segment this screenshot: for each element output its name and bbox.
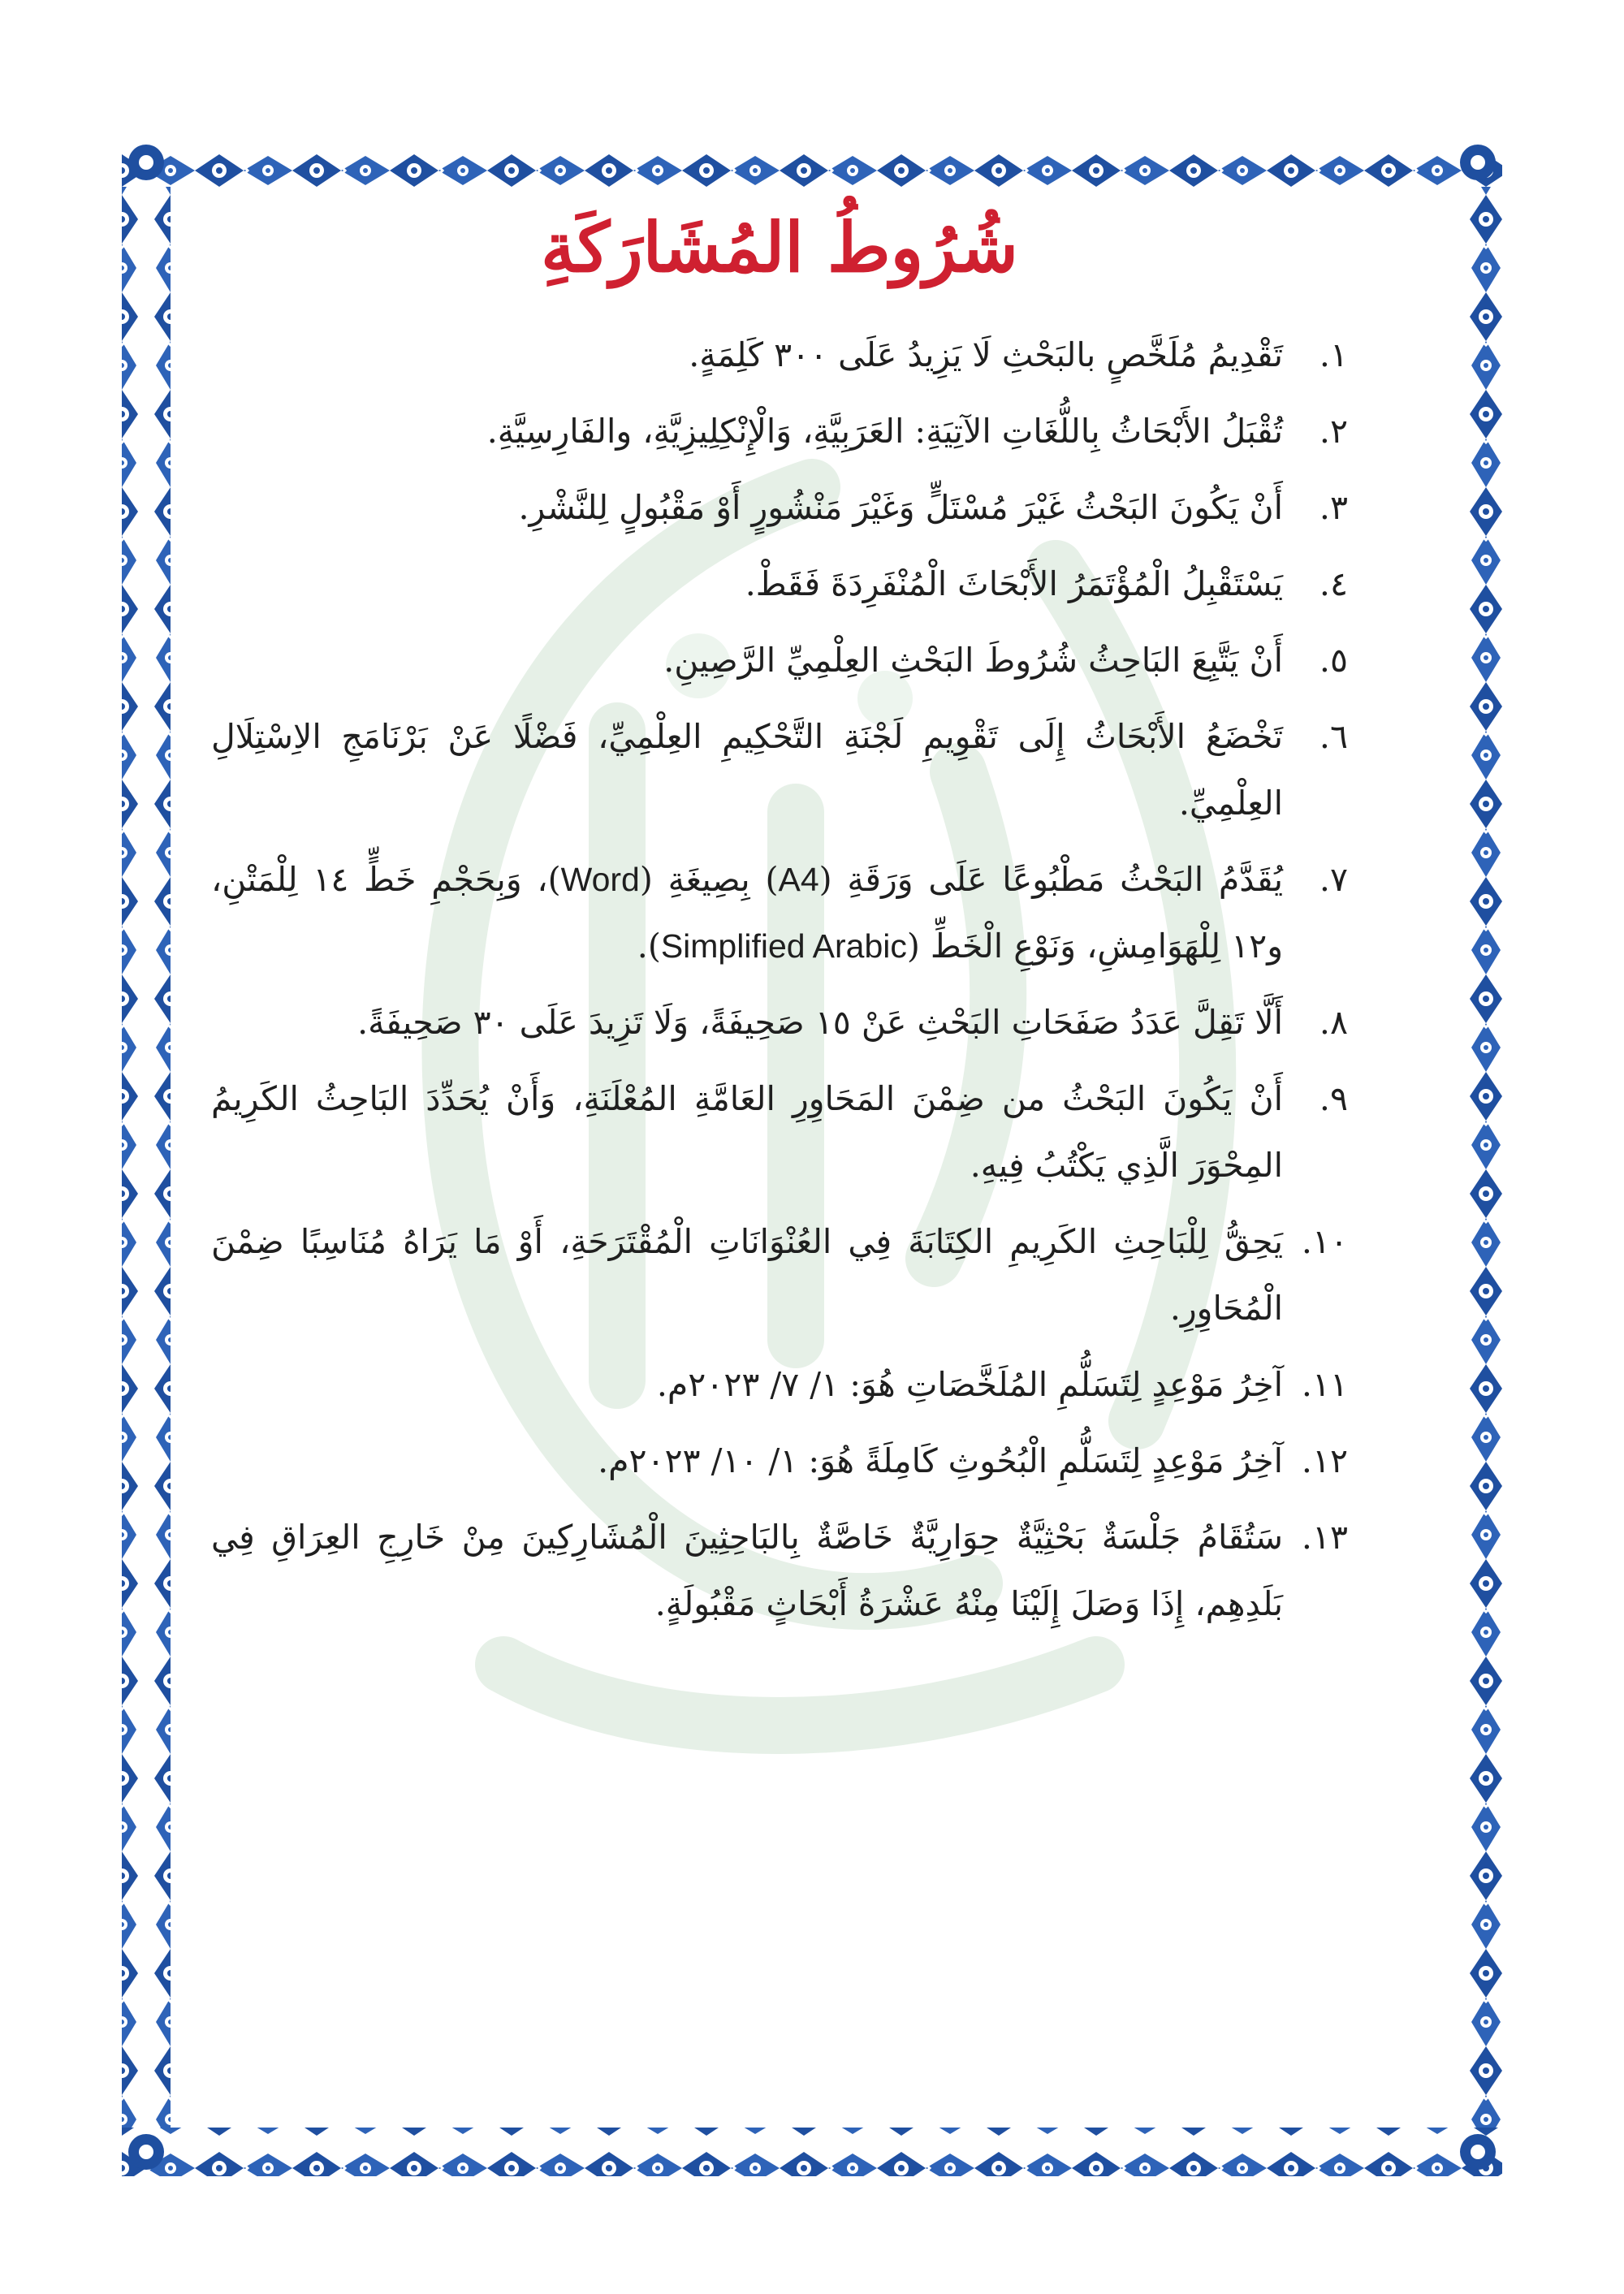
item-number: ٢. (1319, 412, 1348, 451)
conditions-list (211, 322, 1348, 1637)
condition-item-1 (211, 322, 1348, 388)
item-text-part: )، وَبِحَجْمِ خَطٍّ ١٤ لِلْمَتْنِ، و١٢ لِلْهَوَامِشِ، وَنَوْعِ الْخَطِّ ( (211, 860, 1283, 966)
condition-item-12 (211, 1428, 1348, 1494)
condition-item-8 (211, 989, 1348, 1056)
condition-item-11 (211, 1351, 1348, 1418)
item-text: أَنْ يَكُونَ البَحْثُ غَيْرَ مُسْتَلٍّ وَغَيْرَ مَنْشُورٍ أَوْ مَقْبُولٍ لِلنَّشْرِ. (518, 488, 1283, 527)
item-text: أَلَّا تَقِلَّ عَدَدُ صَفَحَاتِ البَحْثِ عَنْ ١٥ صَحِيفَةً، وَلَا تَزِيدَ عَلَى ٣٠ صَحِيفَةً. (357, 1003, 1283, 1042)
item-text: آخِرُ مَوْعِدٍ لِتَسَلُّمِ الْبُحُوثِ كَامِلَةً هُوَ: ١/ ١٠/ ٢٠٢٣م. (598, 1441, 1283, 1480)
item-text: تَخْضَعُ الأَبْحَاثُ إِلَى تَقْوِيمِ لَجْنَةِ التَّحْكِيمِ العِلْمِيِّ، فَضْلًا عَنْ بَرْنَامَجِ الاِسْتِلَالِ العِلْمِيِّ. (211, 717, 1283, 823)
file-format: Word (560, 861, 640, 898)
item-number: ١١. (1301, 1365, 1348, 1404)
item-text: سَتُقَامُ جَلْسَةٌ بَحْثِيَّةٌ حِوَارِيَّةٌ خَاصَّةٌ بِالبَاحِثِينَ الْمُشَارِكِينَ مِنْ خَارِجِ العِرَاقِ فِي بَلَدِهِم، إِذَا وَصَلَ إِلَيْنَا مِنْهُ عَشْرَةُ أَبْحَاثٍ مَقْبُولَةٍ. (211, 1518, 1283, 1623)
condition-item-2 (211, 398, 1348, 464)
condition-item-3 (211, 474, 1348, 541)
item-number: ٥. (1319, 641, 1348, 680)
item-text: يَحِقُّ لِلْبَاحِثِ الكَرِيمِ الكِتَابَةَ فِي العُنْوَانَاتِ الْمُقْتَرَحَةِ، أَوْ مَا يَرَاهُ مُنَاسِبًا ضِمْنَ الْمُحَاوِرِ. (211, 1222, 1283, 1328)
item-text-part: ). (637, 927, 661, 966)
item-text: يَسْتَقْبِلُ الْمُؤْتَمَرُ الأَبْحَاثَ الْمُنْفَرِدَةَ فَقَطْ. (745, 564, 1283, 603)
item-number: ٤. (1319, 564, 1348, 603)
conditions-content (211, 203, 1348, 2095)
condition-item-9 (211, 1065, 1348, 1199)
item-number: ٧. (1319, 860, 1348, 899)
condition-item-5 (211, 627, 1348, 693)
item-number: ٨. (1319, 1003, 1348, 1042)
item-number: ١٢. (1301, 1441, 1348, 1480)
item-text: أَنْ يَتَّبِعَ البَاحِثُ شُرُوطَ البَحْثِ العِلْمِيِّ الرَّصِينِ. (663, 641, 1283, 680)
item-number: ٣. (1319, 488, 1348, 527)
font-name: Simplified Arabic (660, 927, 907, 965)
item-text: تُقْبَلُ الأَبْحَاثُ بِاللُّغَاتِ الآتِيَةِ: العَرَبِيَّةِ، وَالْإِنْكِلِيزِيَّةِ، والفَارِسِيَّةِ. (486, 412, 1283, 451)
paper-size: A4 (778, 861, 819, 898)
condition-item-6 (211, 703, 1348, 836)
item-text-part: ) بِصِيغَةِ ( (639, 860, 779, 899)
item-text-part: يُقَدَّمُ البَحْثُ مَطْبُوعًا عَلَى وَرَقَةِ ( (818, 860, 1283, 899)
condition-item-7 (211, 846, 1348, 979)
page-title: شُرُوطُ المُشَارَكَةِ (541, 207, 1018, 287)
item-number: ١٣. (1301, 1518, 1348, 1557)
item-number: ١٠. (1301, 1222, 1348, 1261)
item-number: ١. (1319, 335, 1348, 374)
item-number: ٩. (1319, 1079, 1348, 1118)
item-text: أَنْ يَكُونَ البَحْثُ من ضِمْنَ المَحَاوِرِ العَامَّةِ المُعْلَنَةِ، وَأَنْ يُحَدِّدَ البَاحِثُ الكَرِيمُ المِحْوَرَ الَّذِي يَكْتُبُ فِيهِ. (211, 1079, 1283, 1185)
condition-item-4 (211, 551, 1348, 617)
condition-item-10 (211, 1208, 1348, 1341)
item-text: تَقْدِيمُ مُلَخَّصٍ بالبَحْثِ لَا يَزِيدُ عَلَى ٣٠٠ كَلِمَةٍ. (689, 335, 1283, 374)
item-number: ٦. (1319, 717, 1348, 756)
condition-item-13 (211, 1504, 1348, 1637)
item-text (211, 846, 1283, 979)
item-text: آخِرُ مَوْعِدٍ لِتَسَلُّمِ المُلَخَّصَاتِ هُوَ: ١/ ٧/ ٢٠٢٣م. (656, 1365, 1283, 1404)
